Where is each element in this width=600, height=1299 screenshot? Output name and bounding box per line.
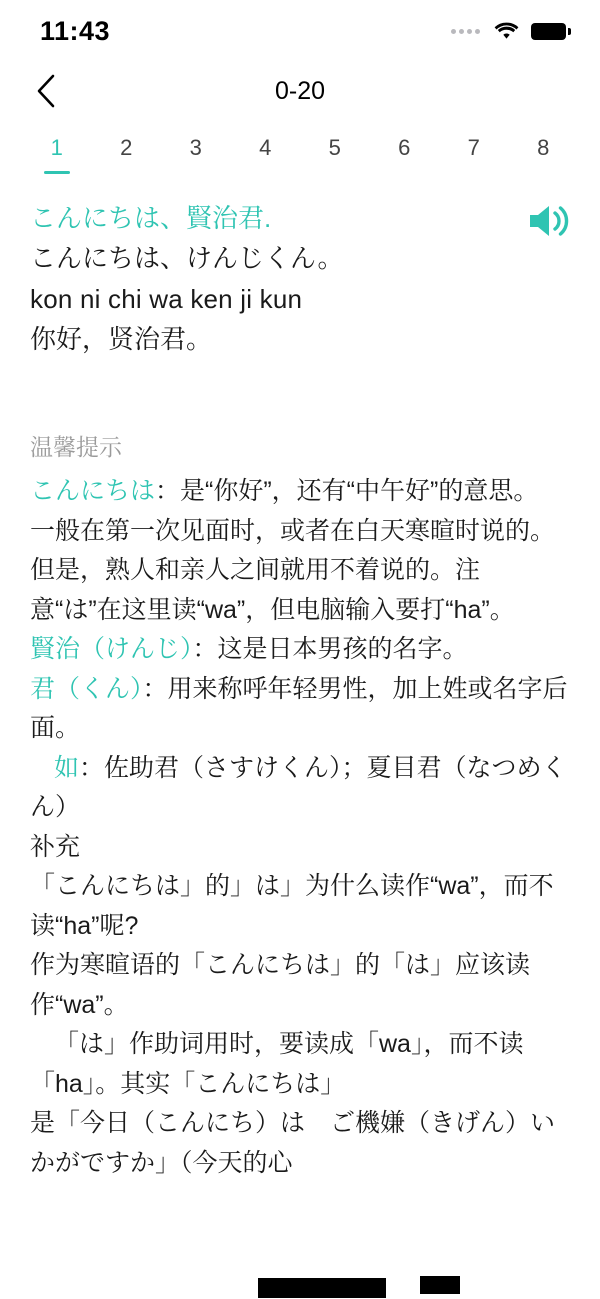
- tip-text: 「こんにちは」的」は」为什么读作“wa”，而不读“ha”呢?: [30, 872, 554, 940]
- tab-2[interactable]: [92, 120, 162, 176]
- tab-label: 8: [537, 135, 550, 160]
- tab-label: 4: [259, 135, 272, 160]
- status-indicators: [451, 21, 566, 41]
- tip-text: ：这是日本男孩的名字。: [192, 635, 468, 664]
- nav-bar: [0, 62, 600, 120]
- tab-label: 3: [189, 135, 202, 160]
- sentence-japanese: こんにちは、賢治君.: [30, 203, 272, 233]
- tab-label: 2: [120, 135, 133, 160]
- tab-7[interactable]: [439, 120, 509, 176]
- tip-line: [30, 867, 570, 946]
- tip-text: 补充: [30, 832, 81, 861]
- tip-text: ：佐助君（さすけくん）；夏目君（なつめくん）: [30, 753, 567, 822]
- tip-line: [30, 749, 570, 828]
- tip-text: ：用来称呼年轻男性，加上姓或名字后面。: [30, 674, 568, 743]
- battery-full-icon: [531, 23, 566, 40]
- status-time: 11:43: [40, 15, 111, 46]
- redaction-bar: [420, 1276, 460, 1294]
- tab-5[interactable]: [300, 120, 370, 176]
- redaction-bar: [258, 1278, 386, 1298]
- tab-label: 7: [467, 135, 480, 160]
- tab-label: 6: [398, 135, 411, 160]
- tip-line: [30, 512, 570, 631]
- sentence-block: [30, 198, 570, 359]
- tip-text: 是「今日（こんにち）は ご機嫌（きげん）いかがですか」（今天的心: [30, 1109, 556, 1177]
- chevron-left-icon: [36, 74, 56, 108]
- tab-4[interactable]: [231, 120, 301, 176]
- tips-heading: 温馨提示: [30, 434, 122, 461]
- tab-1[interactable]: [22, 120, 92, 176]
- tip-text: ：是“你好”，还有“中午好”的意思。: [155, 477, 539, 506]
- back-button[interactable]: [26, 71, 66, 111]
- spacer: [30, 359, 570, 429]
- signal-dots-icon: [451, 29, 480, 34]
- tip-line: [30, 1104, 570, 1183]
- tip-line: [30, 472, 570, 512]
- tip-text: 「は」作助词用时，要读成「wa」，而不读「ha」。其实「こんにちは」: [30, 1030, 524, 1098]
- tab-6[interactable]: [370, 120, 440, 176]
- tip-text: 作为寒暄语的「こんにちは」的「は」应该读作“wa”。: [30, 951, 531, 1019]
- page-title: 0-20: [274, 76, 326, 105]
- wifi-icon: [493, 21, 520, 41]
- tip-keyword: こんにちは: [30, 477, 156, 506]
- play-audio-button[interactable]: [526, 202, 570, 242]
- tip-line: [30, 1025, 570, 1104]
- page-tabs: [0, 120, 600, 176]
- tip-line: [30, 946, 570, 1025]
- tab-3[interactable]: [161, 120, 231, 176]
- status-bar: [0, 0, 600, 62]
- tip-line: [30, 670, 570, 749]
- tab-label: 1: [50, 135, 63, 160]
- tip-keyword: 如: [54, 753, 80, 782]
- sentence-kana: こんにちは、けんじくん。: [30, 243, 344, 274]
- lesson-content: [0, 176, 600, 1183]
- sentence-chinese: 你好，贤治君。: [30, 323, 213, 354]
- tip-line: [30, 828, 570, 868]
- tip-text: 一般在第一次见面时，或者在白天寒暄时说的。但是，熟人和亲人之间就用不着说的。注意“は”在这里读“wa”，但电脑输入要打“ha”。: [30, 516, 556, 624]
- sentence-romaji: kon ni chi wa ken ji kun: [30, 283, 303, 314]
- tab-8[interactable]: [509, 120, 579, 176]
- tip-line: [30, 630, 570, 670]
- tip-keyword: 賢治（けんじ）: [30, 635, 193, 664]
- speaker-icon: [526, 202, 570, 240]
- tip-keyword: 君（くん）: [30, 674, 143, 703]
- tab-label: 5: [328, 135, 341, 160]
